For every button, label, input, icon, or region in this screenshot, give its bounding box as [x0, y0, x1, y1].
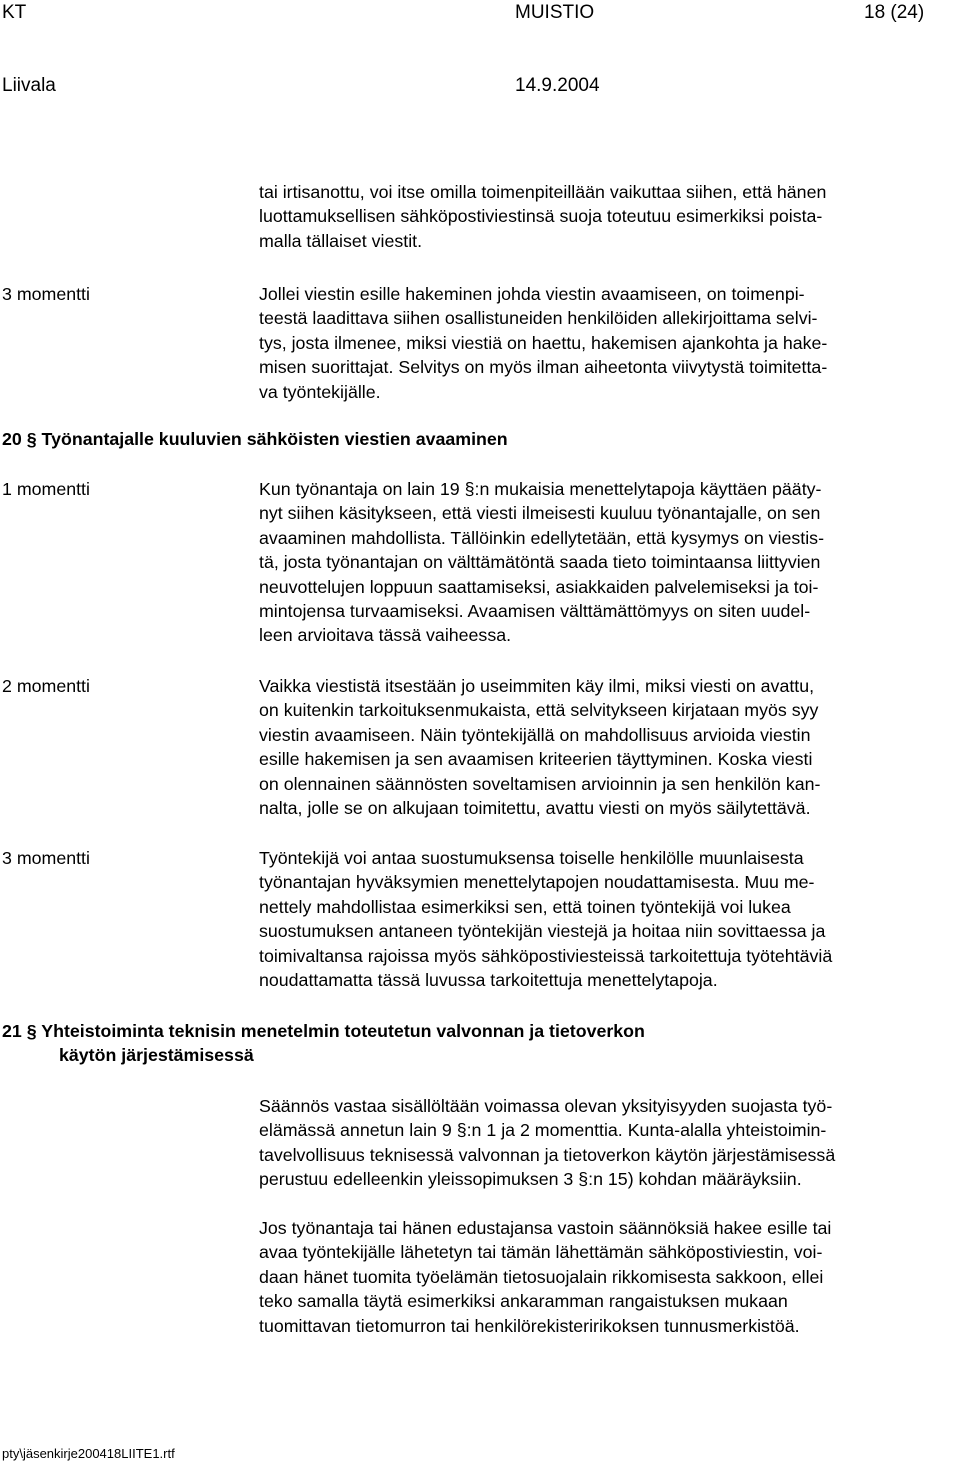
text-line: suostumuksen antaneen työntekijän viestejä ja hoitaa niin sovittaessa ja [259, 921, 826, 942]
text-line: mintojensa turvaamiseksi. Avaamisen välttämättömyys on siten uudel- [259, 601, 811, 622]
section-21-heading-line-2: käytön järjestämisessä [59, 1045, 254, 1066]
moment-label: 3 momentti [2, 848, 90, 868]
text-line: avaa työntekijälle lähetetyn tai tämän lähettämän sähköpostiviestin, voi- [259, 1242, 823, 1263]
text-line: Säännös vastaa sisällöltään voimassa olevan yksityisyyden suojasta työ- [259, 1096, 833, 1116]
footer-file-path: pty\jäsenkirje200418LIITE1.rtf [2, 1446, 175, 1461]
text-line: leen arvioitava tässä vaiheessa. [259, 625, 512, 646]
section-21-heading [2, 1019, 645, 1068]
text-line: työnantajan hyväksymien menettelytapojen noudattamisesta. Muu me- [259, 872, 815, 893]
text-line: tai irtisanottu, voi itse omilla toimenpiteillään vaikuttaa siihen, että hänen [259, 182, 827, 202]
text-line: Vaikka viestistä itsestään jo useimmiten käy ilmi, miksi viesti on avattu, [259, 676, 815, 696]
text-line: teko samalla täytä esimerkiksi ankaramman rangaistuksen mukaan [259, 1291, 788, 1312]
text-line: Jos työnantaja tai hänen edustajansa vastoin säännöksiä hakee esille tai [259, 1218, 832, 1238]
text-line: avaaminen mahdollista. Tällöinkin edellytetään, että kysymys on viestis- [259, 527, 824, 548]
text-line: perustuu edelleenkin yleissopimuksen 3 §:n 15) kohdan määräyksiin. [259, 1169, 802, 1190]
section-21-heading-line-1: 21 § Yhteistoiminta teknisin menetelmin toteutetun valvonnan ja tietoverkon [2, 1021, 645, 1041]
text-line: toimivaltansa rajoissa myös sähköpostiviesteissä tarkoitettuja työtehtäviä [259, 945, 833, 966]
text-line: nettely mahdollistaa esimerkiksi sen, että toinen työntekijä voi lukea [259, 896, 791, 917]
text-line: luottamuksellisen sähköpostiviestinsä suoja toteutuu esimerkiksi poista- [259, 206, 823, 227]
text-line: tys, josta ilmenee, miksi viestiä on haettu, hakemisen ajankohta ja hake- [259, 332, 828, 353]
header-date: 14.9.2004 [515, 75, 600, 96]
section-20-moment-3 [0, 846, 960, 992]
text-line: Kun työnantaja on lain 19 §:n mukaisia menettelytapoja käyttäen pääty- [259, 479, 822, 499]
header-org: KT [2, 2, 27, 23]
header-doc-type: MUISTIO [515, 2, 595, 23]
text-line: teestä laadittava siihen osallistuneiden henkilöiden allekirjoittama selvi- [259, 308, 818, 329]
text-line: Työntekijä voi antaa suostumuksensa toiselle henkilölle muunlaisesta [259, 848, 804, 868]
moment-label: 2 momentti [2, 676, 90, 696]
section-21-paragraph-2 [0, 1216, 960, 1338]
section-20-moment-2 [0, 674, 960, 820]
text-line: malla tällaiset viestit. [259, 230, 423, 251]
text-line: tuomittavan tietomurron tai henkilörekisteririkoksen tunnusmerkistöä. [259, 1315, 800, 1336]
text-line: nyt siihen käsitykseen, että viesti ilmeisesti kuuluu työnantajalle, on sen [259, 503, 821, 524]
text-line: tavelvollisuus teknisessä valvonnan ja tietoverkon käytön järjestämisessä [259, 1144, 836, 1165]
text-line: viestin avaamiseen. Näin työntekijällä on mahdollisuus arvioida viestin [259, 724, 811, 745]
section-20-moment-1 [0, 477, 960, 648]
text-line: esille hakemisen ja sen avaamisen kriteerien täyttyminen. Koska viesti [259, 749, 813, 770]
intro-paragraph [0, 180, 960, 253]
text-line: Jollei viestin esille hakeminen johda viestin avaamiseen, on toimenpi- [259, 284, 805, 304]
moment-label: 3 momentti [2, 284, 90, 304]
text-line: on kuitenkin tarkoituksenmukaista, että selvitykseen kirjataan myös syy [259, 700, 819, 721]
text-line: daan hänet tuomita työelämän tietosuojalain rikkomisesta sakkoon, ellei [259, 1266, 824, 1287]
section-19-moment-3 [0, 282, 960, 404]
moment-label: 1 momentti [2, 479, 90, 499]
text-line: tä, josta työnantajan on välttämätöntä saada tieto toimintaansa liittyvien [259, 552, 821, 573]
section-21-paragraph-1 [0, 1094, 960, 1192]
section-20-heading: 20 § Työnantajalle kuuluvien sähköisten viestien avaaminen [2, 429, 508, 449]
text-line: noudattamatta tässä luvussa tarkoitettuja menettelytapoja. [259, 970, 718, 991]
text-line: nalta, jolle se on alkujaan toimitettu, avattu viesti on myös säilytettävä. [259, 798, 811, 819]
text-line: on olennainen säännösten soveltamisen arvioinnin ja sen henkilön kan- [259, 773, 821, 794]
text-line: elämässä annetun lain 9 §:n 1 ja 2 momenttia. Kunta-alalla yhteistoimin- [259, 1120, 827, 1141]
text-line: neuvottelujen loppuun saattamiseksi, asiakkaiden palvelemiseksi ja toi- [259, 576, 819, 597]
text-line: misen suorittajat. Selvitys on myös ilman aiheetonta viivytystä toimitetta- [259, 357, 828, 378]
header-page-number: 18 (24) [864, 2, 925, 23]
header-author: Liivala [2, 75, 56, 96]
text-line: va työntekijälle. [259, 381, 381, 402]
